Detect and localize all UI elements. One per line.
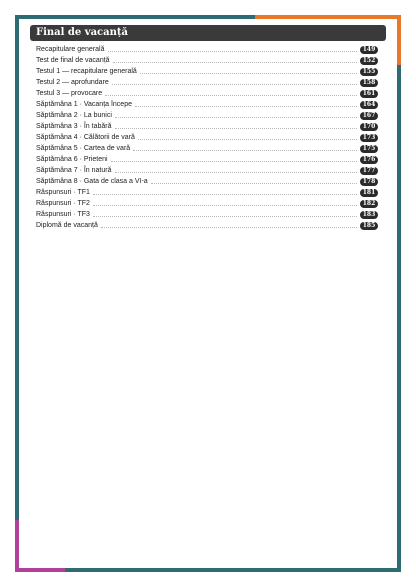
toc-entry[interactable]	[36, 99, 378, 110]
toc-entry[interactable]	[36, 154, 378, 165]
page-number-badge: 158	[360, 79, 378, 87]
toc-entry-label: Răspunsuri · TF3	[36, 211, 90, 218]
toc-entry[interactable]	[36, 143, 378, 154]
toc-entry-label: Săptămâna 4 · Călătorii de vară	[36, 134, 135, 141]
page-number-badge: 152	[360, 57, 378, 65]
dot-leader	[115, 172, 358, 173]
toc-entry-label: Testul 1 — recapitulare generală	[36, 68, 137, 75]
toc-entry-label: Răspunsuri · TF1	[36, 189, 90, 196]
toc-entry-label: Săptămâna 7 · În natură	[36, 167, 112, 174]
page-number-badge: 177	[360, 167, 378, 175]
dot-leader	[93, 194, 357, 195]
page-number-badge: 181	[360, 189, 378, 197]
table-of-contents	[36, 44, 378, 231]
page-number-badge: 164	[360, 101, 378, 109]
toc-entry[interactable]	[36, 187, 378, 198]
toc-entry-label: Recapitulare generală	[36, 46, 105, 53]
toc-entry[interactable]	[36, 132, 378, 143]
toc-entry[interactable]	[36, 121, 378, 132]
toc-entry[interactable]	[36, 176, 378, 187]
toc-entry-label: Săptămâna 3 · În tabără	[36, 123, 112, 130]
dot-leader	[151, 183, 357, 184]
toc-entry-label: Săptămâna 6 · Prieteni	[36, 156, 108, 163]
frame-bottom-bar-teal	[65, 568, 401, 572]
toc-entry-label: Diplomă de vacanță	[36, 222, 98, 229]
toc-entry-label: Săptămâna 2 · La bunici	[36, 112, 112, 119]
dot-leader	[93, 205, 357, 206]
toc-entry[interactable]	[36, 66, 378, 77]
dot-leader	[140, 73, 357, 74]
page-number-badge: 183	[360, 211, 378, 219]
page-number-badge: 185	[360, 222, 378, 230]
dot-leader	[93, 216, 357, 217]
dot-leader	[108, 51, 358, 52]
page-number-badge: 173	[360, 134, 378, 142]
toc-entry[interactable]	[36, 209, 378, 220]
toc-entry[interactable]	[36, 110, 378, 121]
page-number-badge: 167	[360, 112, 378, 120]
dot-leader	[138, 139, 357, 140]
toc-entry-label: Testul 3 — provocare	[36, 90, 103, 97]
toc-entry[interactable]	[36, 165, 378, 176]
page-number-badge: 178	[360, 178, 378, 186]
frame-left-bar-teal	[15, 15, 19, 525]
dot-leader	[111, 161, 357, 162]
toc-entry-label: Test de final de vacanță	[36, 57, 110, 64]
frame-top-bar-orange	[255, 15, 401, 19]
dot-leader	[115, 128, 358, 129]
toc-entry-label: Săptămâna 5 · Cartea de vară	[36, 145, 131, 152]
toc-entry[interactable]	[36, 77, 378, 88]
frame-left-bar-magenta	[15, 520, 19, 572]
toc-entry[interactable]	[36, 44, 378, 55]
page-number-badge: 155	[360, 68, 378, 76]
toc-entry[interactable]	[36, 198, 378, 209]
frame-bottom-bar-magenta	[15, 568, 65, 572]
page-number-badge: 149	[360, 46, 378, 54]
page-number-badge: 175	[360, 145, 378, 153]
frame-top-bar-teal	[15, 15, 255, 19]
toc-entry-label: Răspunsuri · TF2	[36, 200, 90, 207]
frame-right-bar-orange	[397, 15, 401, 65]
dot-leader	[135, 106, 357, 107]
section-title: Final de vacanță	[30, 25, 386, 41]
page-number-badge: 170	[360, 123, 378, 131]
toc-entry[interactable]	[36, 88, 378, 99]
dot-leader	[133, 150, 357, 151]
page-number-badge: 176	[360, 156, 378, 164]
toc-entry-label: Săptămâna 1 · Vacanța începe	[36, 101, 132, 108]
page-number-badge: 161	[360, 90, 378, 98]
dot-leader	[112, 84, 357, 85]
toc-entry-label: Săptămâna 8 · Gata de clasa a VI-a	[36, 178, 148, 185]
dot-leader	[105, 95, 357, 96]
toc-entry-label: Testul 2 — aprofundare	[36, 79, 109, 86]
dot-leader	[115, 117, 357, 118]
frame-right-bar-teal	[397, 65, 401, 572]
toc-entry[interactable]	[36, 55, 378, 66]
dot-leader	[113, 62, 357, 63]
page-number-badge: 182	[360, 200, 378, 208]
dot-leader	[101, 227, 357, 228]
toc-entry[interactable]	[36, 220, 378, 231]
